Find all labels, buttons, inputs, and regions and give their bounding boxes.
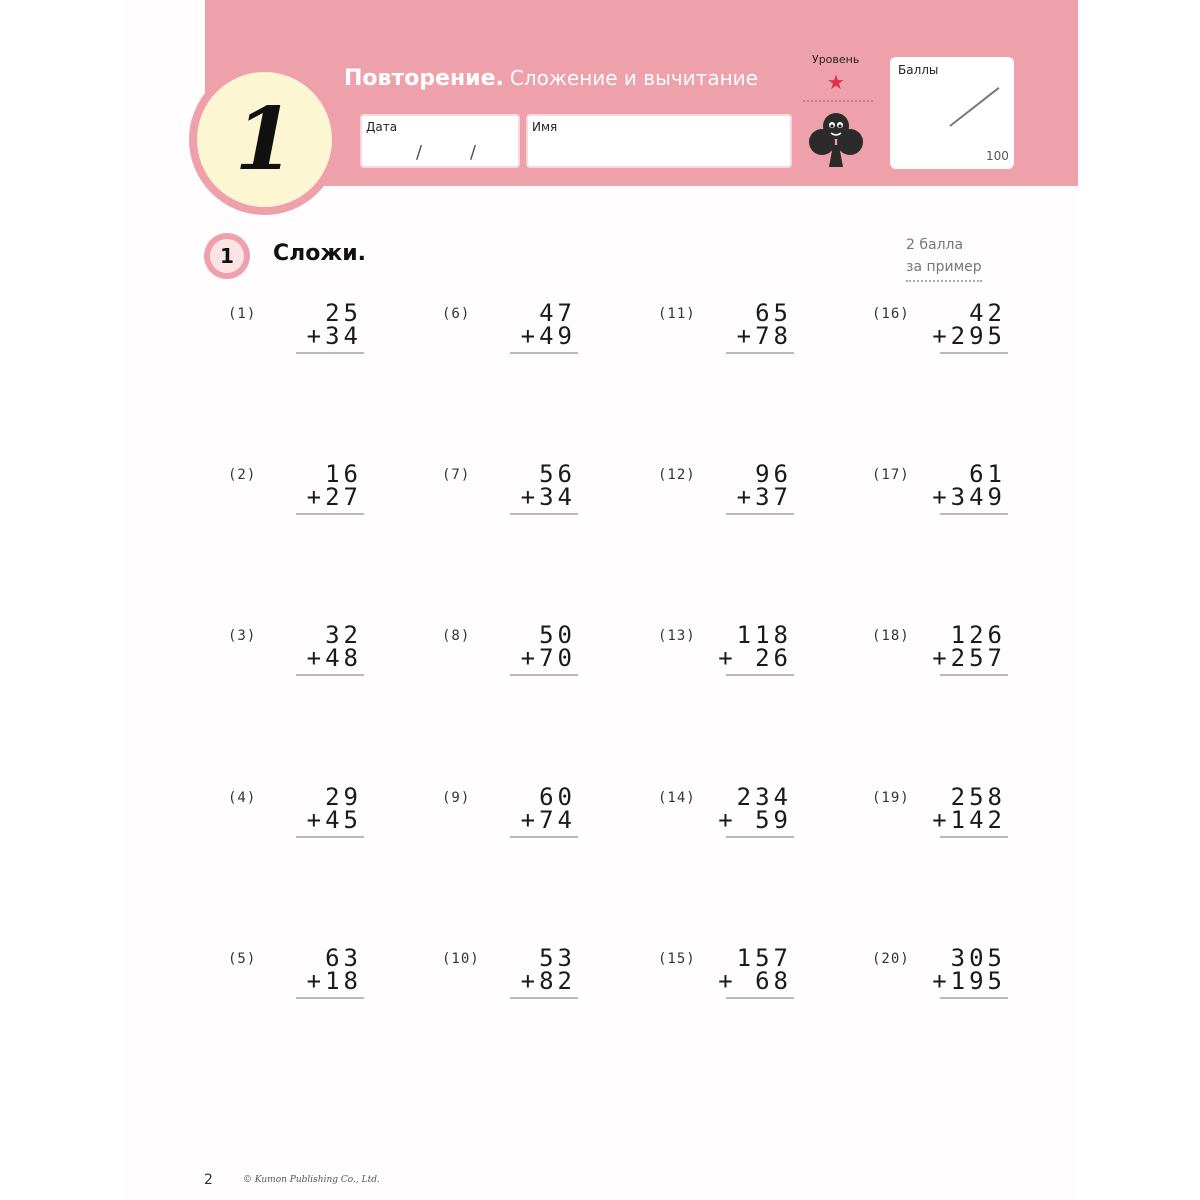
problem-number: (16) [872,306,910,322]
answer-line[interactable] [510,836,578,838]
answer-line[interactable] [940,836,1008,838]
first-addend: 96 [755,460,792,488]
level-label: Уровень [812,53,860,66]
second-addend: +49 [520,322,576,350]
second-addend: +82 [520,967,576,995]
section-number: 1 [210,239,244,273]
problem-item [442,299,592,374]
first-addend: 16 [325,460,362,488]
answer-line[interactable] [296,513,364,515]
second-addend: +295 [932,322,1006,350]
answer-line[interactable] [940,352,1008,354]
problem-item [228,460,378,535]
date-label: Дата [366,120,398,134]
first-addend: 157 [736,944,792,972]
second-addend: + 68 [718,967,792,995]
second-addend: +27 [306,483,362,511]
problem-item [658,783,808,858]
problem-number: (20) [872,951,910,967]
unit-number: 1 [234,89,295,190]
problem-item [442,944,592,1019]
first-addend: 53 [539,944,576,972]
first-addend: 32 [325,621,362,649]
answer-line[interactable] [296,674,364,676]
date-field[interactable] [360,114,520,168]
first-addend: 61 [969,460,1006,488]
answer-line[interactable] [726,997,794,999]
problem-number: (19) [872,790,910,806]
points-note [906,234,982,282]
problem-item [658,944,808,1019]
problem-number: (7) [442,467,471,483]
second-addend: +349 [932,483,1006,511]
problem-item [872,944,1022,1019]
answer-line[interactable] [940,513,1008,515]
answer-line[interactable] [940,674,1008,676]
club-icon [807,109,865,171]
name-label: Имя [532,120,558,134]
score-label: Баллы [898,63,939,77]
problem-item [872,621,1022,696]
problem-number: (13) [658,628,696,644]
answer-line[interactable] [510,513,578,515]
problem-item [228,783,378,858]
answer-line[interactable] [296,352,364,354]
first-addend: 29 [325,783,362,811]
first-addend: 47 [539,299,576,327]
problem-item [228,621,378,696]
score-total: 100 [986,149,1009,163]
date-separator: / [416,142,423,163]
problem-number: (14) [658,790,696,806]
second-addend: +34 [520,483,576,511]
second-addend: +257 [932,644,1006,672]
problem-number: (5) [228,951,257,967]
page-title [344,66,758,91]
first-addend: 305 [950,944,1006,972]
problem-number: (4) [228,790,257,806]
problem-number: (3) [228,628,257,644]
first-addend: 56 [539,460,576,488]
first-addend: 258 [950,783,1006,811]
answer-line[interactable] [510,352,578,354]
answer-line[interactable] [510,997,578,999]
first-addend: 118 [736,621,792,649]
answer-line[interactable] [510,674,578,676]
answer-line[interactable] [296,997,364,999]
second-addend: +195 [932,967,1006,995]
problem-item [228,299,378,374]
problem-number: (18) [872,628,910,644]
second-addend: +37 [736,483,792,511]
problem-number: (8) [442,628,471,644]
section-badge [204,233,250,279]
problem-item [872,783,1022,858]
second-addend: + 26 [718,644,792,672]
second-addend: +142 [932,806,1006,834]
second-addend: +48 [306,644,362,672]
answer-line[interactable] [726,352,794,354]
answer-line[interactable] [940,997,1008,999]
title-sub: Сложение и вычитание [509,66,758,90]
second-addend: +78 [736,322,792,350]
first-addend: 126 [950,621,1006,649]
problem-item [442,621,592,696]
answer-line[interactable] [726,674,794,676]
problem-number: (2) [228,467,257,483]
second-addend: +45 [306,806,362,834]
problem-number: (12) [658,467,696,483]
problem-number: (15) [658,951,696,967]
page-number: 2 [204,1172,213,1188]
first-addend: 63 [325,944,362,972]
problem-item [228,944,378,1019]
problem-item [872,460,1022,535]
star-icon: ★ [827,70,845,94]
first-addend: 50 [539,621,576,649]
points-line2: за пример [906,256,982,282]
second-addend: +18 [306,967,362,995]
second-addend: +74 [520,806,576,834]
score-slash [949,87,999,127]
problem-item [442,460,592,535]
problem-item [658,460,808,535]
name-field[interactable] [526,114,792,168]
first-addend: 25 [325,299,362,327]
first-addend: 60 [539,783,576,811]
problem-item [442,783,592,858]
answer-line[interactable] [726,513,794,515]
problem-item [872,299,1022,374]
section-title: Сложи. [273,241,367,266]
first-addend: 234 [736,783,792,811]
problem-item [658,621,808,696]
second-addend: +70 [520,644,576,672]
problem-number: (9) [442,790,471,806]
date-separator: / [470,142,477,163]
title-main: Повторение. [344,66,504,91]
problem-number: (17) [872,467,910,483]
problem-number: (10) [442,951,480,967]
problem-item [658,299,808,374]
problem-number: (1) [228,306,257,322]
copyright: © Kumon Publishing Co., Ltd. [243,1175,380,1185]
answer-line[interactable] [726,836,794,838]
problem-number: (6) [442,306,471,322]
second-addend: + 59 [718,806,792,834]
first-addend: 42 [969,299,1006,327]
second-addend: +34 [306,322,362,350]
problem-number: (11) [658,306,696,322]
first-addend: 65 [755,299,792,327]
points-line1: 2 балла [906,237,964,253]
answer-line[interactable] [296,836,364,838]
